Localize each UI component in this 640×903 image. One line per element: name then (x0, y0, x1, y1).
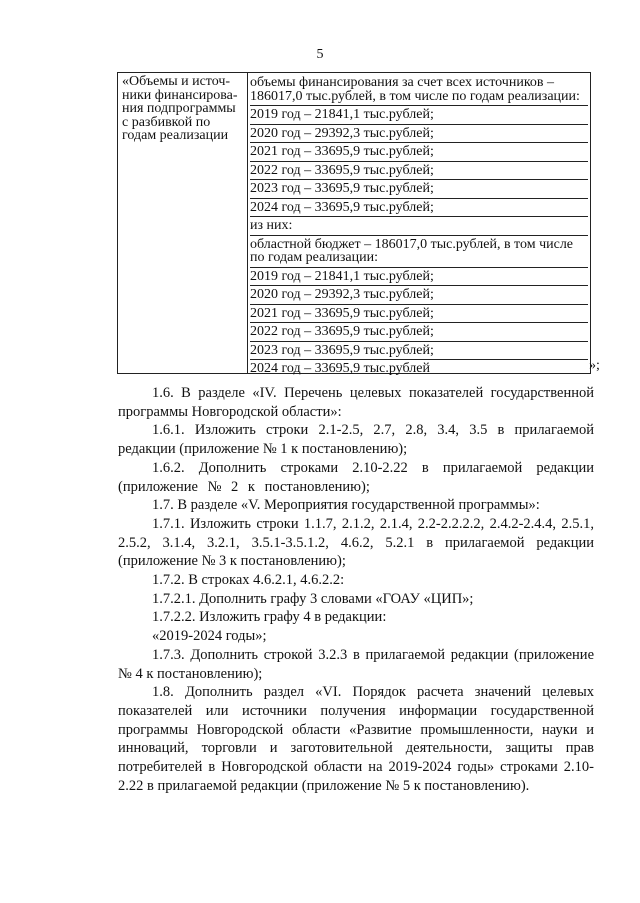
paragraph-1-7-2-2: 1.7.2.2. Изложить графу 4 в редакции: (152, 609, 387, 626)
table-left-cell (122, 75, 244, 143)
financing-year-line: 2019 год – 21841,1 тыс.рублей; (250, 268, 588, 287)
paragraph-1-6-2: 1.6.2. Дополнить строками 2.10-2.22 в прилагаемой редакции (приложение № 2 к постановлению); (118, 459, 594, 495)
regional-budget-line: областной бюджет – 186017,0 тыс.рублей, в том числе по годам реализации: (250, 236, 588, 268)
financing-year-line: 2022 год – 33695,9 тыс.рублей; (250, 162, 588, 181)
financing-year-line: 2022 год – 33695,9 тыс.рублей; (250, 323, 588, 342)
paragraph-1-6: 1.6. В разделе «IV. Перечень целевых показателей государственной программы Новгородской области»: (118, 385, 594, 420)
paragraph-1-7-3: 1.7.3. Дополнить строкой 3.2.3 в прилагаемой редакции (приложение № 4 к постановлению); (118, 646, 594, 682)
paragraph-1-7-1: 1.7.1. Изложить строки 1.1.7, 2.1.2, 2.1.4, 2.2-2.2.2.2, 2.4.2-2.4.4, 2.5.1, 2.5.2, 3.1.4, 3.2.1, 3.5.1-3.5.1.2, 4.6.2, 5.2.1 в прилагаемой редакции (приложение № 3 к постановлению); (118, 515, 594, 570)
financing-table (117, 72, 600, 376)
document-body (118, 384, 594, 795)
financing-year-line: 2023 год – 33695,9 тыс.рублей; (250, 180, 588, 199)
paragraph-quoted-years: «2019-2024 годы»; (152, 628, 267, 645)
financing-year-line: 2020 год – 29392,3 тыс.рублей; (250, 286, 588, 305)
paragraph-1-8: 1.8. Дополнить раздел «VI. Порядок расчета значений целевых показателей или источники получения информации государственной программы Новгородской области «Развитие промышленности, науки и инноваций, торговли и заготовительной деятельности, защиты прав потребителей в Новгородской области на 2019-2024 годы» строками 2.10-2.22 в прилагаемой редакции (приложение № 5 к постановлению). (118, 684, 594, 794)
left-cell-line: годам реализации (122, 128, 229, 143)
financing-year-line: 2024 год – 33695,9 тыс.рублей; (250, 199, 588, 218)
financing-total-line: объемы финансирования за счет всех источников – 186017,0 тыс.рублей, в том числе по годам реализации: (250, 74, 588, 106)
financing-year-line: 2023 год – 33695,9 тыс.рублей; (250, 342, 588, 361)
table-right-column (250, 74, 588, 378)
left-cell-line: ники финансирова- (122, 87, 238, 103)
paragraph-1-7-2: 1.7.2. В строках 4.6.2.1, 4.6.2.2: (152, 572, 345, 589)
paragraph-1-7-2-1: 1.7.2.1. Дополнить графу 3 словами «ГОАУ «ЦИП»; (152, 590, 474, 607)
page-number: 5 (316, 47, 324, 62)
financing-year-line: 2021 год – 33695,9 тыс.рублей; (250, 305, 588, 324)
financing-year-line: 2020 год – 29392,3 тыс.рублей; (250, 125, 588, 144)
table-closing-quote: »; (589, 358, 600, 373)
left-cell-line: с разбивкой по (122, 114, 211, 130)
financing-year-line: 2021 год – 33695,9 тыс.рублей; (250, 143, 588, 162)
table-column-divider (247, 72, 248, 374)
financing-subheading: из них: (250, 217, 588, 236)
financing-year-line: 2024 год – 33695,9 тыс.рублей (250, 361, 430, 376)
financing-year-line: 2019 год – 21841,1 тыс.рублей; (250, 106, 588, 125)
paragraph-1-7: 1.7. В разделе «V. Мероприятия государственной программы»: (152, 497, 540, 514)
left-cell-line: «Объемы и источ- (122, 74, 231, 89)
left-cell-line: ния подпрограммы (122, 101, 236, 116)
paragraph-1-6-1: 1.6.1. Изложить строки 2.1-2.5, 2.7, 2.8, 3.4, 3.5 в прилагаемой редакции (приложение № 1 к постановлению); (118, 422, 594, 458)
